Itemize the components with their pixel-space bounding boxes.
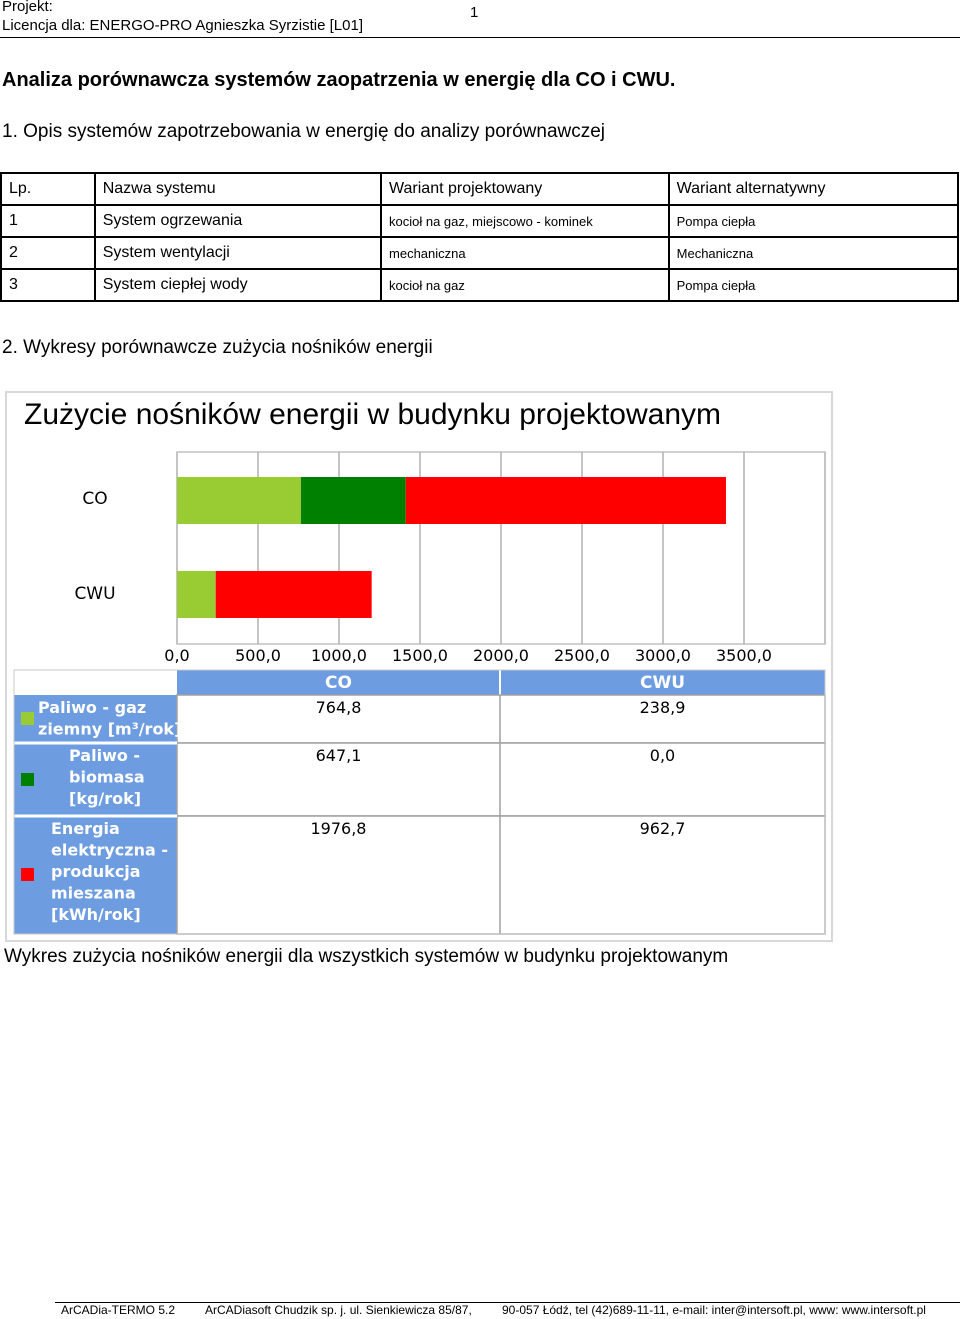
page-number: 1 (470, 4, 479, 21)
cell-lp: 1 (1, 205, 95, 237)
data-row (177, 816, 825, 934)
cell-designed-variant: kocioł na gaz (381, 269, 669, 301)
bar-segment (301, 477, 406, 524)
data-label: 0,0 (649, 746, 676, 765)
x-tick-label: 2000,0 (473, 646, 529, 665)
data-label: 764,8 (315, 698, 362, 717)
legend-label: Energia (51, 819, 120, 838)
header-cell-designed: Wariant projektowany (381, 173, 669, 205)
document-title: Analiza porównawcza systemów zaopatrzenia w energię dla CO i CWU. (2, 69, 676, 91)
bar-segment (216, 571, 372, 618)
cell-designed-variant: kocioł na gaz, miejscowo - kominek (381, 205, 669, 237)
header-cell-alternative: Wariant alternatywny (669, 173, 958, 205)
cell-system-name: System ciepłej wody (95, 269, 381, 301)
section-1-heading: 1. Opis systemów zapotrzebowania w energię do analizy porównawczej (2, 121, 606, 142)
footer-contact: 90-057 Łódź, tel (42)689-11-11, e-mail: inter@intersoft.pl, www: www.intersoft.pl (502, 1303, 926, 1317)
category-label: CO (82, 489, 108, 509)
x-tick-label: 3500,0 (716, 646, 772, 665)
legend-label: elektryczna - (51, 840, 168, 860)
legend-label: produkcja (51, 862, 141, 881)
cell-system-name: System ogrzewania (95, 205, 381, 237)
category-label: CWU (74, 584, 116, 604)
bar-segment (406, 477, 726, 524)
x-tick-label: 1500,0 (392, 646, 448, 665)
legend-swatch (21, 712, 34, 725)
cell-system-name: System wentylacji (95, 237, 381, 269)
footer-company: ArCADiasoft Chudzik sp. j. ul. Sienkiewicza 85/87, (205, 1303, 472, 1317)
legend-label: biomasa (69, 767, 145, 787)
legend-label: mieszana (51, 883, 136, 903)
chart-title: Zużycie nośników energii w budynku projektowanym (24, 398, 722, 431)
x-tick-label: 1000,0 (311, 646, 367, 665)
header-licence-text: Licencja dla: ENERGO-PRO Agnieszka Syrzistie [L01] (2, 17, 363, 34)
cell-alternative-variant: Pompa ciepła (669, 269, 958, 301)
legend-label: ziemny [m³/rok] (38, 719, 182, 739)
bar-segment (177, 571, 216, 618)
chart-caption: Wykres zużycia nośników energii dla wszystkich systemów w budynku projektowanym (4, 946, 729, 967)
data-label: 1976,8 (310, 819, 367, 838)
legend-label: [kWh/rok] (51, 905, 141, 924)
table-header-label: CWU (639, 673, 686, 693)
cell-lp: 2 (1, 237, 95, 269)
table-header-label: CO (325, 673, 352, 693)
section-2-heading: 2. Wykresy porównawcze zużycia nośników energii (2, 337, 433, 358)
x-tick-label: 0,0 (164, 646, 190, 665)
legend-label: [kg/rok] (69, 789, 142, 808)
data-row (177, 743, 825, 816)
cell-alternative-variant: Pompa ciepła (669, 205, 958, 237)
x-tick-label: 3000,0 (635, 646, 691, 665)
cell-alternative-variant: Mechaniczna (669, 237, 958, 269)
data-label: 962,7 (639, 819, 686, 838)
data-row (177, 695, 825, 743)
bar-segment (177, 477, 301, 524)
header-project-label: Projekt: (2, 0, 53, 15)
footer-software: ArCADia-TERMO 5.2 (61, 1303, 176, 1317)
data-label: 238,9 (639, 698, 686, 717)
x-tick-label: 2500,0 (554, 646, 610, 665)
header-cell-lp: Lp. (1, 173, 95, 205)
cell-lp: 3 (1, 269, 95, 301)
header-cell-name: Nazwa systemu (95, 173, 381, 205)
legend-swatch (21, 868, 34, 881)
x-tick-label: 500,0 (235, 646, 281, 665)
legend-label: Paliwo - (69, 746, 141, 765)
cell-designed-variant: mechaniczna (381, 237, 669, 269)
legend-swatch (21, 773, 34, 786)
data-label: 647,1 (315, 746, 362, 765)
legend-label: Paliwo - gaz (38, 698, 147, 717)
